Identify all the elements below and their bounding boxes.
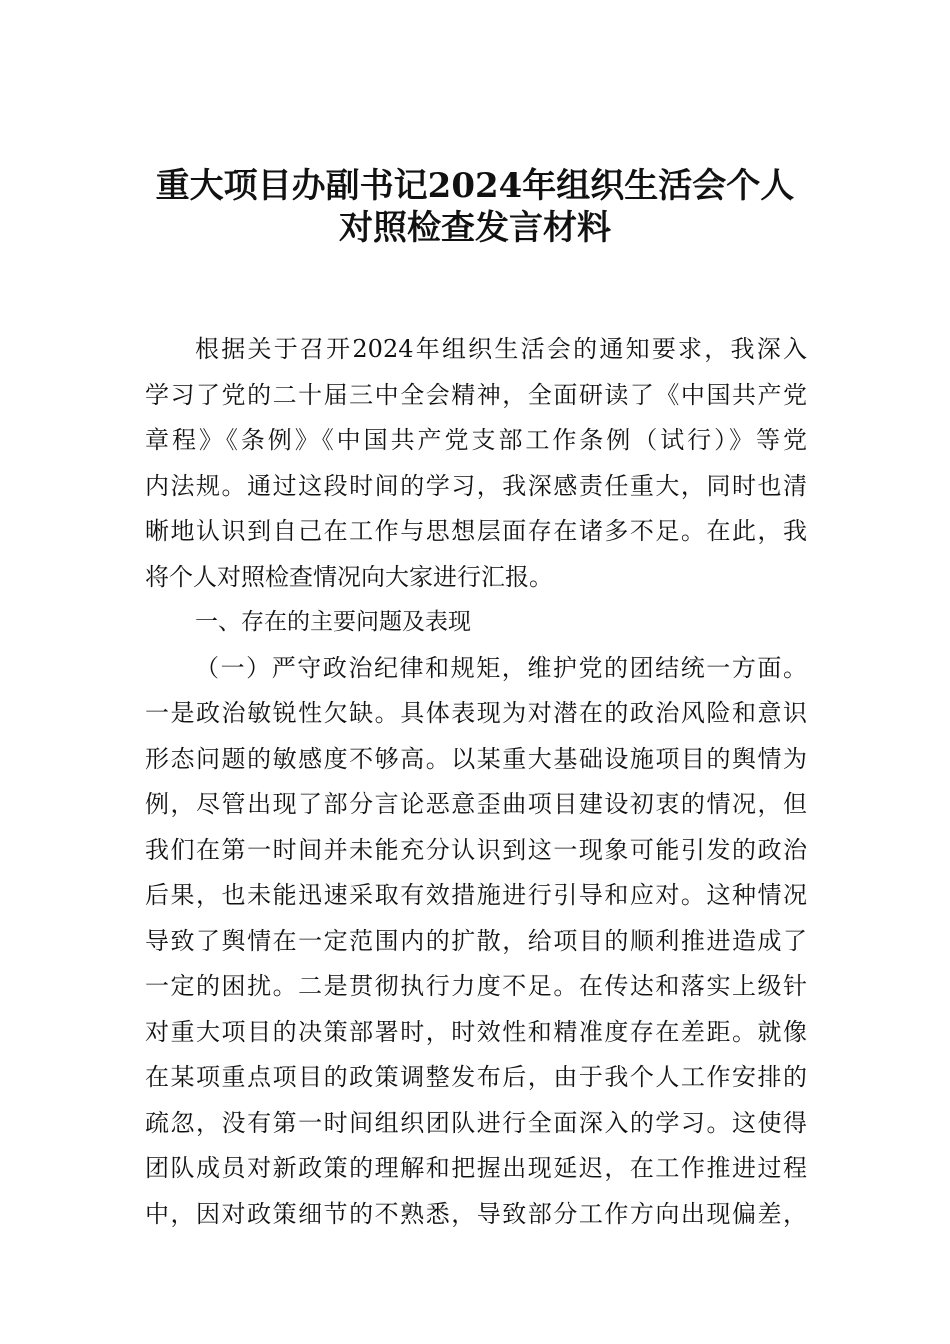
body-text-line: 内法规。通过这段时间的学习，我深感责任重大，同时也清 [145,471,807,500]
document-body [145,327,807,1237]
body-text-line: 团队成员对新政策的理解和把握出现延迟，在工作推进过程 [145,1154,807,1182]
body-text-line: （一）严守政治纪律和规矩，维护党的团结统一方面。 [195,653,807,682]
body-text-line: 对重大项目的决策部署时，时效性和精准度存在差距。就像 [145,1017,807,1046]
body-text-line: 晰地认识到自己在工作与思想层面存在诸多不足。在此，我 [145,517,807,545]
body-text-line: 在某项重点项目的政策调整发布后，由于我个人工作安排的 [145,1063,807,1091]
body-text-line: 我们在第一时间并未能充分认识到这一现象可能引发的政治 [145,835,807,864]
document-title-line-1: 重大项目办副书记2024年组织生活会个人 [155,166,795,206]
body-text-line: 学习了党的二十届三中全会精神，全面研读了《中国共产党 [145,380,807,409]
body-text-line: 形态问题的敏感度不够高。以某重大基础设施项目的舆情为 [145,744,807,773]
body-text-line: 疏忽，没有第一时间组织团队进行全面深入的学习。这使得 [145,1108,807,1137]
body-text-line: 根据关于召开2024年组织生活会的通知要求，我深入 [195,335,807,363]
document-title-line-2: 对照检查发言材料 [339,208,611,248]
body-text-line: 章程》《条例》《中国共产党支部工作条例（试行）》等党 [145,426,807,454]
body-text-line: 一定的困扰。二是贯彻执行力度不足。在传达和落实上级针 [145,972,807,1000]
body-text-line: 一是政治敏锐性欠缺。具体表现为对潜在的政治风险和意识 [145,699,807,727]
body-text-line: 中，因对政策细节的不熟悉，导致部分工作方向出现偏差， [145,1199,807,1228]
body-text-line: 导致了舆情在一定范围内的扩散，给项目的顺利推进造成了 [145,926,807,955]
body-text-line: 后果，也未能迅速采取有效措施进行引导和应对。这种情况 [145,881,807,909]
body-text-line: 将个人对照检查情况向大家进行汇报。 [145,562,553,591]
section-heading: 一、存在的主要问题及表现 [195,609,471,635]
body-text-line: 例，尽管出现了部分言论恶意歪曲项目建设初衷的情况，但 [145,790,807,818]
